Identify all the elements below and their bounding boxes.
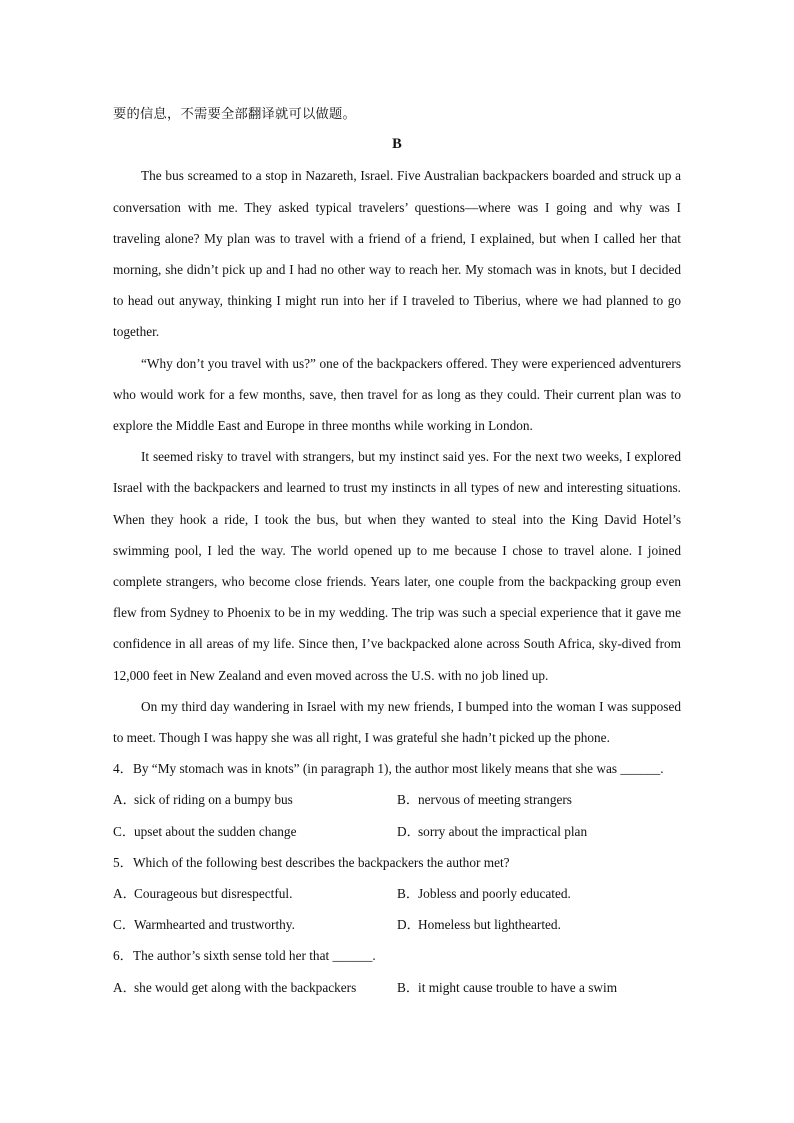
option-label: A． (113, 979, 136, 995)
option-c (113, 816, 397, 847)
option-label: C． (113, 917, 136, 933)
options-row (113, 972, 681, 1003)
option-text: upset about the sudden change (134, 823, 297, 839)
question-5 (113, 847, 681, 878)
question-stem: By “My stomach was in knots” (in paragraph 1), the author most likely means that she was ______. (132, 761, 664, 777)
intro-line: 要的信息，不需要全部翻译就可以做题。 (113, 106, 356, 121)
option-a (113, 878, 397, 909)
option-label: A． (113, 792, 136, 808)
section-title: B (392, 136, 402, 153)
option-label: D． (397, 917, 420, 933)
option-text: it might cause trouble to have a swim (418, 979, 618, 995)
option-text: sorry about the impractical plan (418, 823, 588, 839)
option-a (113, 784, 397, 815)
option-label: A． (113, 886, 136, 902)
option-text: Warmhearted and trustworthy. (134, 917, 295, 933)
paragraph-2: “Why don’t you travel with us?” one of the backpackers offered. They were experienced adventurers who would work for a few months, save, then travel for as long as they could. Their current plan was to explore the Middle East and Europe in three months while working in London. (113, 355, 681, 434)
option-text: she would get along with the backpackers (134, 979, 357, 995)
option-text: Courageous but disrespectful. (134, 886, 293, 902)
question-stem: Which of the following best describes the backpackers the author met? (132, 854, 510, 870)
question-4 (113, 753, 681, 784)
paragraph-4: On my third day wandering in Israel with my new friends, I bumped into the woman I was supposed to meet. Though I was happy she was all right, I was grateful she hadn’t picked up the phone. (113, 698, 681, 746)
question-number: 4． (113, 761, 133, 777)
paragraph-1: The bus screamed to a stop in Nazareth, Israel. Five Australian backpackers boarded and struck up a conversation with me. They asked typical travelers’ questions—where was I going and why was I traveling alone? My plan was to travel with a friend of a friend, I explained, but when I called her that morning, she didn’t pick up and I had no other way to reach her. My stomach was in knots, but I decided to head out anyway, thinking I might run into her if I traveled to Tiberius, where we had planned to go together. (113, 168, 681, 340)
option-label: B． (397, 979, 420, 995)
option-b (397, 972, 681, 1003)
options-row (113, 816, 681, 847)
option-label: C． (113, 823, 136, 839)
option-label: B． (397, 886, 420, 902)
options-row (113, 878, 681, 909)
option-text: nervous of meeting strangers (418, 792, 572, 808)
document-page (113, 98, 681, 1003)
paragraph-3: It seemed risky to travel with strangers, but my instinct said yes. For the next two weeks, I explored Israel with the backpackers and learned to trust my instincts in all types of new and interesting situations. When they hook a ride, I took the bus, but when they wanted to steal into the King David Hotel’s swimming pool, I led the way. The world opened up to me because I chose to travel alone. I joined complete strangers, who become close friends. Years later, one couple from the backpacking group even flew from Sydney to Phoenix to be in my wedding. The trip was such a special experience that it gave me confidence in all areas of my life. Since then, I’ve backpacked alone across South Africa, sky-dived from 12,000 feet in New Zealand and even moved across the U.S. with no job lined up. (113, 449, 681, 683)
option-c (113, 909, 397, 940)
option-d (397, 909, 681, 940)
option-d (397, 816, 681, 847)
options-row (113, 909, 681, 940)
option-b (397, 878, 681, 909)
option-label: B． (397, 792, 420, 808)
options-row (113, 784, 681, 815)
option-a (113, 972, 397, 1003)
question-number: 5． (113, 854, 133, 870)
option-label: D． (397, 823, 420, 839)
option-text: Jobless and poorly educated. (418, 886, 571, 902)
question-stem: The author’s sixth sense told her that ______. (132, 948, 376, 964)
option-b (397, 784, 681, 815)
question-number: 6． (113, 948, 133, 964)
question-6 (113, 940, 681, 971)
option-text: sick of riding on a bumpy bus (134, 792, 293, 808)
option-text: Homeless but lighthearted. (418, 917, 561, 933)
